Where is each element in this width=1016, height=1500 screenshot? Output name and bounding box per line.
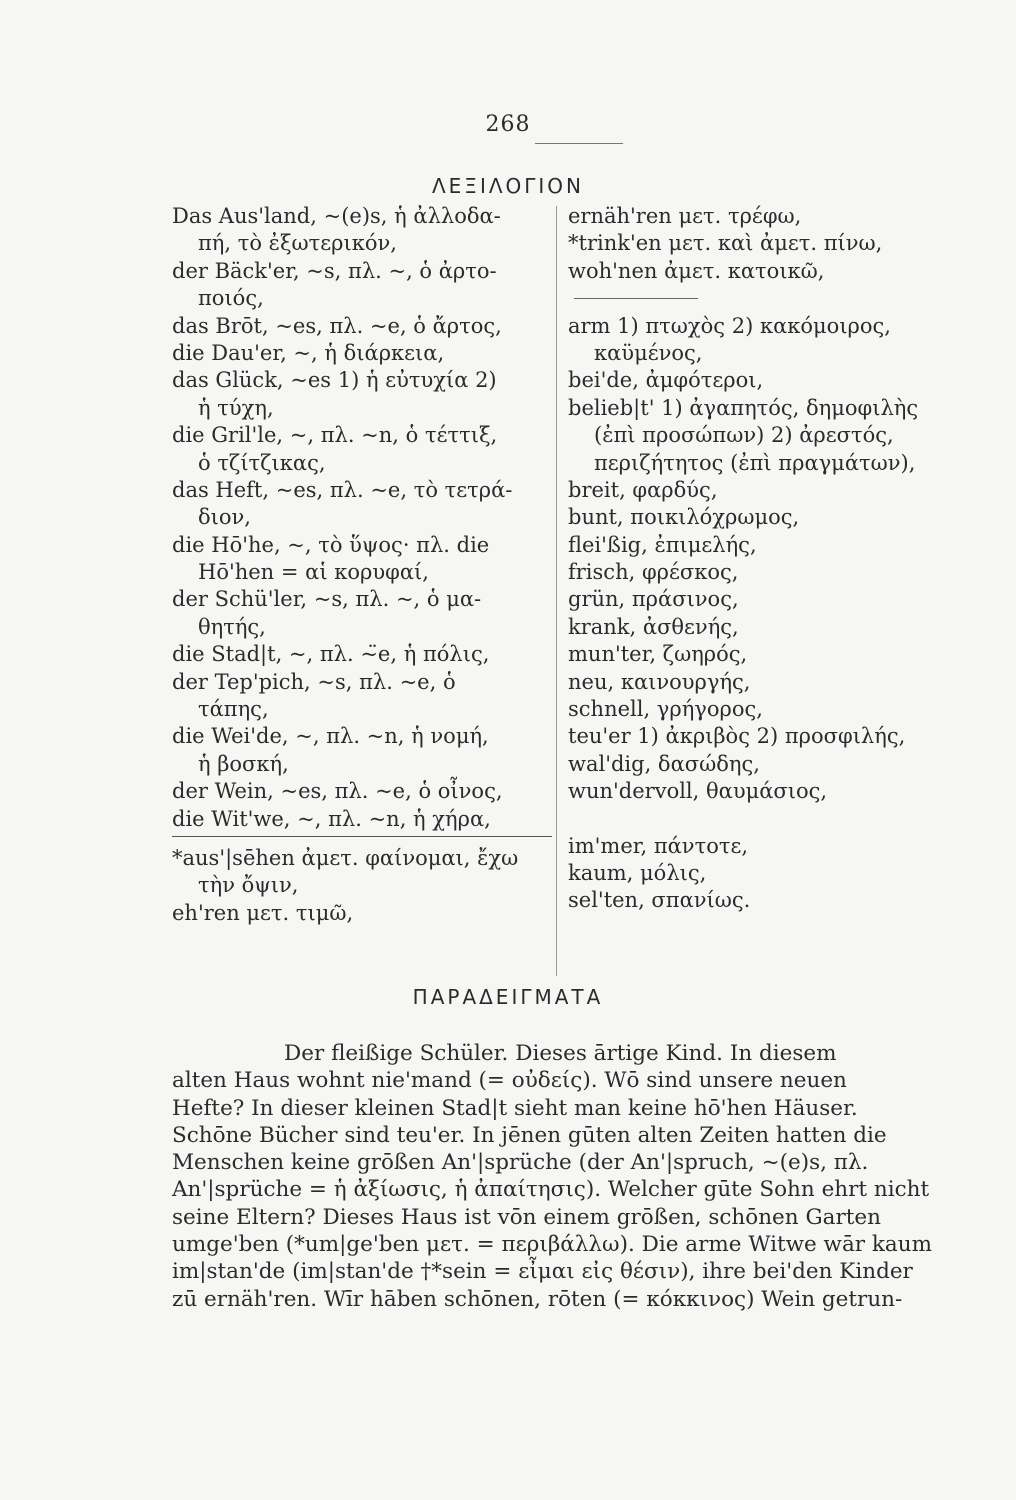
vocab-entry-line: woh'nen ἀμετ. κατοικῶ,: [568, 258, 825, 283]
page-number: 268: [485, 112, 531, 137]
noun-list: [172, 203, 552, 833]
vocab-entry-line: bunt, ποικιλόχρωμος,: [568, 505, 800, 530]
vocab-entry-line: krank, ἀσθενής,: [568, 614, 739, 639]
vocab-entry-line: die Wit'we, ~, πλ. ~n, ἡ χήρα,: [172, 806, 491, 831]
vocab-entry-line: *aus'|sēhen ἀμετ. φαίνομαι, ἔχω: [172, 845, 519, 870]
vocab-entry-line: τάπης,: [198, 697, 269, 722]
vocab-entry-line: wal'dig, δασώδης,: [568, 751, 760, 776]
vocab-entry-line: θητής,: [198, 614, 266, 639]
example-text-line: Hefte? In dieser kleinen Stad|t sieht man keine hō'hen Häuser.: [172, 1095, 858, 1121]
verb-list: [172, 845, 552, 927]
vocab-entry-line: περιζήτητος (ἐπὶ πραγμάτων),: [594, 450, 916, 475]
vocab-entry-line: Das Aus'land, ~(e)s, ἡ ἀλλοδα-: [172, 204, 501, 228]
vocab-entry-line: sel'ten, σπανίως.: [568, 888, 751, 913]
example-text-line: im|stan'de (im|stan'de †*sein = εἶμαι εἰς θέσιν), ihre bei'den Kinder: [172, 1259, 913, 1285]
vocab-entry-line: im'mer, πάντοτε,: [568, 833, 749, 858]
vocab-entry-line: wun'dervoll, θαυμάσιος,: [568, 779, 828, 804]
vocab-entry-line: Hō'hen = αἱ κορυφαί,: [198, 560, 429, 585]
vocab-entry-line: πή, τὸ ἐξωτερικόν,: [198, 231, 397, 256]
vocab-entry-line: der Bäck'er, ~s, πλ. ~, ὁ ἀρτο-: [172, 258, 497, 283]
vocab-entry-line: die Gril'le, ~, πλ. ~n, ὁ τέττιξ,: [172, 423, 498, 448]
vocab-entry-line: die Stad|t, ~, πλ. ~̈e, ἡ πόλις,: [172, 642, 490, 667]
vocab-entry-line: (ἐπὶ προσώπων) 2) ἀρεστός,: [594, 423, 894, 448]
vocab-entry-line: das Glück, ~es 1) ἡ εὐτυχία 2): [172, 368, 497, 393]
left-separator-line: [172, 836, 552, 837]
example-text-line: umge'ben (*um|ge'ben μετ. = περιβάλλω). Die arme Witwe wār kaum: [172, 1232, 932, 1258]
adjective-list: [568, 313, 948, 806]
example-text-line: seine Eltern? Dieses Haus ist vōn einem grōßen, schōnen Garten: [172, 1204, 881, 1230]
vocab-entry-line: eh'ren μετ. τιμῶ,: [172, 900, 354, 925]
example-text-line: Menschen keine grōßen An'|sprüche (der An'|spruch, ~(e)s, πλ.: [172, 1150, 869, 1176]
page-number-rule: [535, 143, 623, 144]
vocab-entry-line: der Wein, ~es, πλ. ~e, ὁ οἶνος,: [172, 779, 503, 804]
examples-title: ΠΑΡΑΔΕΙΓΜΑΤΑ: [412, 985, 604, 1009]
vocab-entry-line: grün, πράσινος,: [568, 587, 739, 612]
examples-paragraph: [172, 1040, 932, 1313]
vocab-entry-line: ποιός,: [198, 286, 264, 311]
vocab-entry-line: das Brōt, ~es, πλ. ~e, ὁ ἄρτος,: [172, 313, 502, 338]
vocab-entry-line: neu, καινουργής,: [568, 669, 751, 694]
adverb-list: [568, 833, 948, 915]
vocab-entry-line: ἡ τύχη,: [198, 395, 274, 420]
vocab-entry-line: bei'de, ἀμφότεροι,: [568, 368, 764, 393]
vocab-entry-line: der Schü'ler, ~s, πλ. ~, ὁ μα-: [172, 587, 482, 612]
vocab-entry-line: die Hō'he, ~, τὸ ὕψος· πλ. die: [172, 532, 490, 557]
verb-list: [568, 203, 948, 285]
vocab-entry-line: ἡ βοσκή,: [198, 751, 289, 776]
vocabulary-left-column: [172, 203, 552, 927]
example-text-line: Schōne Bücher sind teu'er. In jēnen gūten alten Zeiten hatten die: [172, 1122, 887, 1148]
vocab-entry-line: διον,: [198, 505, 251, 530]
vocab-entry-line: ernäh'ren μετ. τρέφω,: [568, 204, 802, 228]
vocab-entry-line: mun'ter, ζωηρός,: [568, 642, 748, 667]
vocab-entry-line: flei'ßig, ἐπιμελής,: [568, 532, 757, 557]
vocab-entry-line: frisch, φρέσκος,: [568, 560, 739, 585]
vocab-entry-line: τὴν ὄψιν,: [198, 873, 299, 898]
vocabulary-right-column: [568, 203, 948, 915]
right-short-separator: [568, 285, 948, 312]
vocab-entry-line: kaum, μόλις,: [568, 860, 707, 885]
vocab-entry-line: arm 1) πτωχὸς 2) κακόμοιρος,: [568, 313, 891, 338]
vocab-entry-line: καϋμένος,: [594, 340, 703, 365]
example-text-line: zū ernäh'ren. Wīr hāben schōnen, rōten (= κόκκινος) Wein getrun-: [172, 1286, 903, 1312]
vocabulary-title: ΛΕΞΙΛΟΓΙΟΝ: [431, 174, 585, 198]
vocab-entry-line: schnell, γρήγορος,: [568, 697, 763, 722]
vocab-entry-line: die Dau'er, ~, ἡ διάρκεια,: [172, 340, 445, 365]
vocab-entry-line: die Wei'de, ~, πλ. ~n, ἡ νομή,: [172, 724, 489, 749]
example-text-line: Der fleißige Schüler. Dieses ārtige Kind. In diesem: [284, 1041, 837, 1066]
vocab-entry-line: teu'er 1) ἀκριβὸς 2) προσφιλής,: [568, 724, 906, 749]
vocab-entry-line: *trink'en μετ. καὶ ἀμετ. πίνω,: [568, 231, 883, 256]
example-text-line: An'|sprüche = ἡ ἀξίωσις, ἡ ἀπαίτησις). Welcher gūte Sohn ehrt nicht: [172, 1177, 930, 1203]
vocab-entry-line: das Heft, ~es, πλ. ~e, τὸ τετρά-: [172, 477, 513, 502]
vocab-entry-line: belieb|t' 1) ἀγαπητός, δημοφιλὴς: [568, 395, 919, 420]
vocab-entry-line: ὁ τζίτζικας,: [198, 450, 326, 475]
example-text-line: alten Haus wohnt nie'mand (= οὐδείς). Wō sind unsere neuen: [172, 1068, 847, 1094]
vocab-entry-line: breit, φαρδύς,: [568, 477, 718, 502]
column-divider: [556, 206, 557, 976]
vocab-entry-line: der Tep'pich, ~s, πλ. ~e, ὁ: [172, 669, 456, 694]
